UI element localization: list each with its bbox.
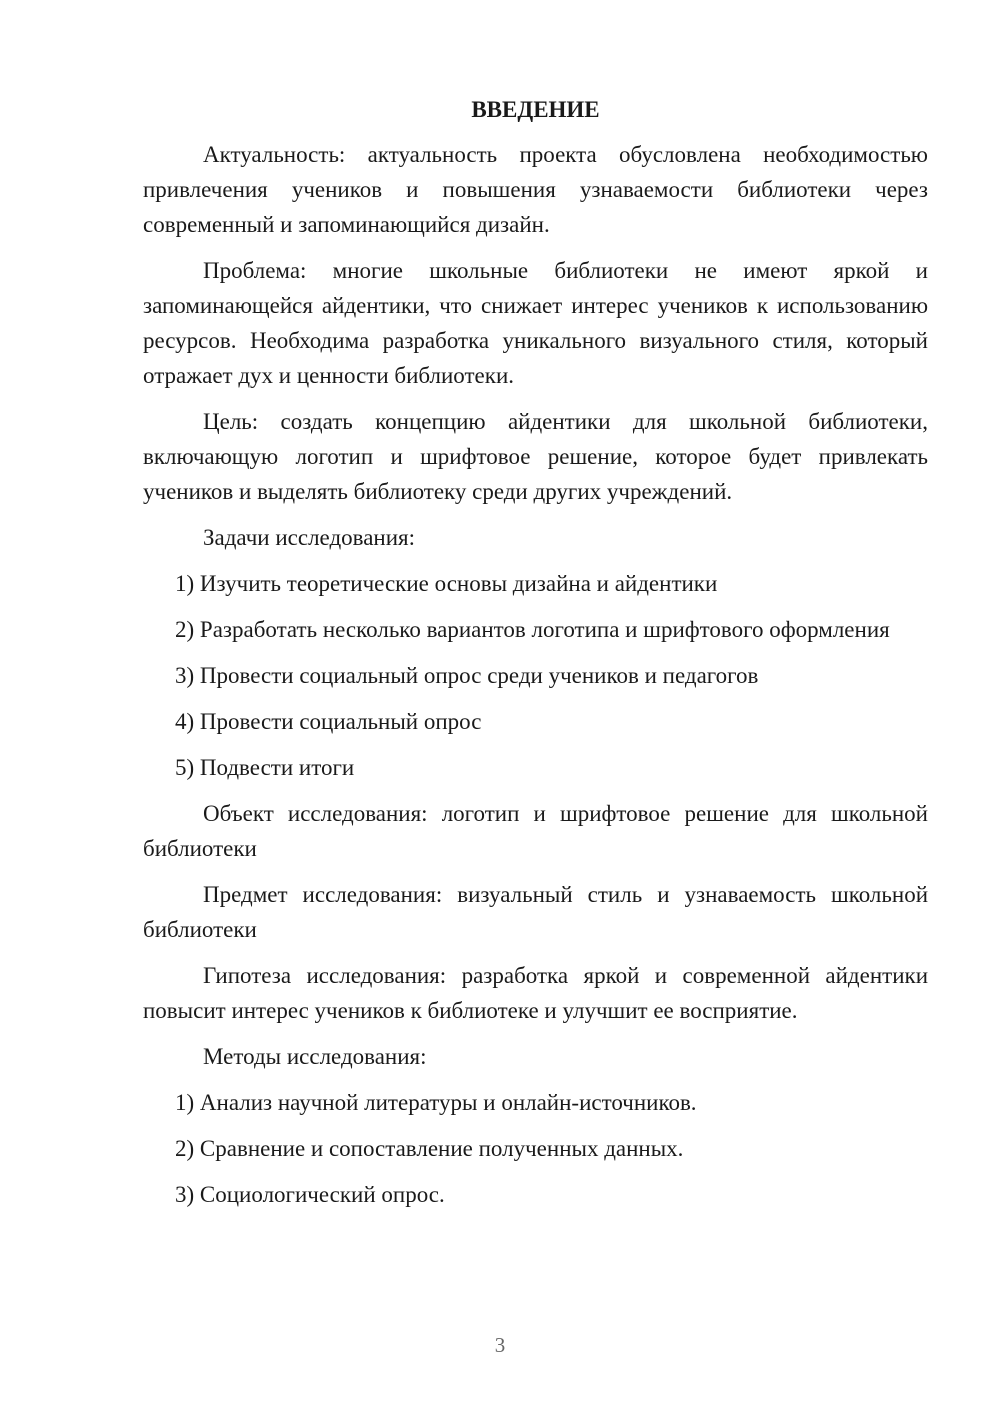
- paragraph-problem: Проблема: многие школьные библиотеки не имеют яркой и запоминающейся айдентики, что снижает интерес учеников к использованию ресурсов. Необходима разработка уникального визуального стиля, который отражает дух и ценности библиотеки.: [143, 258, 928, 388]
- task-item: 4) Провести социальный опрос: [175, 709, 482, 734]
- method-item: 3) Социологический опрос.: [175, 1182, 445, 1207]
- method-item: 1) Анализ научной литературы и онлайн-источников.: [175, 1090, 697, 1115]
- task-item: 2) Разработать несколько вариантов логотипа и шрифтового оформления: [175, 617, 890, 642]
- page-number: 3: [494, 1333, 506, 1357]
- paragraph-relevance: Актуальность: актуальность проекта обусловлена необходимостью привлечения учеников и повышения узнаваемости библиотеки через современный и запоминающийся дизайн.: [143, 142, 928, 237]
- page-title: ВВЕДЕНИЕ: [471, 97, 600, 122]
- paragraph-goal: Цель: создать концепцию айдентики для школьной библиотеки, включающую логотип и шрифтовое решение, которое будет привлекать учеников и выделять библиотеку среди других учреждений.: [143, 409, 928, 504]
- task-item: 3) Провести социальный опрос среди учеников и педагогов: [175, 663, 759, 688]
- paragraph-object: Объект исследования: логотип и шрифтовое решение для школьной библиотеки: [143, 801, 928, 861]
- task-item: 1) Изучить теоретические основы дизайна и айдентики: [175, 571, 718, 596]
- document-page: [143, 92, 928, 1223]
- paragraph-hypothesis: Гипотеза исследования: разработка яркой и современной айдентики повысит интерес учеников к библиотеке и улучшит ее восприятие.: [143, 963, 928, 1023]
- tasks-heading: Задачи исследования:: [203, 525, 416, 550]
- methods-heading: Методы исследования:: [203, 1044, 427, 1069]
- method-item: 2) Сравнение и сопоставление полученных данных.: [175, 1136, 684, 1161]
- paragraph-subject: Предмет исследования: визуальный стиль и узнаваемость школьной библиотеки: [143, 882, 928, 942]
- task-item: 5) Подвести итоги: [175, 755, 355, 780]
